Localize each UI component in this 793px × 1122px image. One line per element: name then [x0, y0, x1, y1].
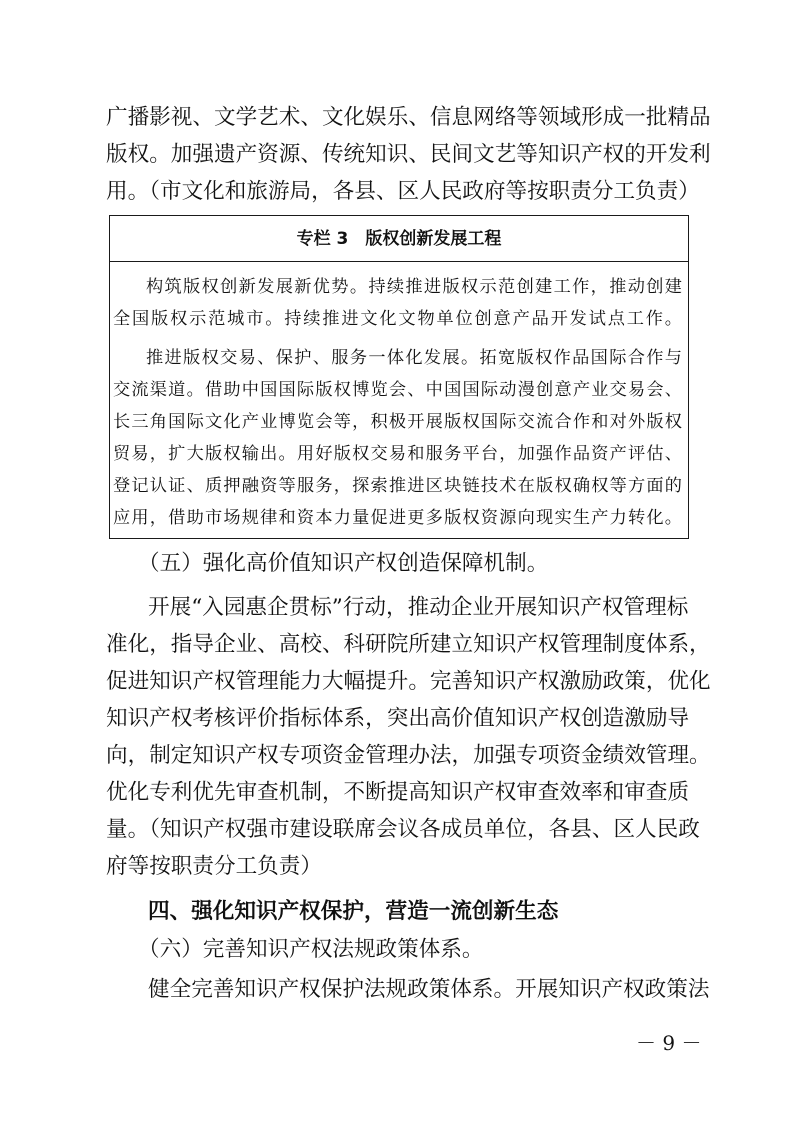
- paragraph-line: 优化专利优先审查机制，不断提高知识产权审查效率和审查质: [106, 780, 690, 805]
- paragraph-line: 向，制定知识产权专项资金管理办法，加强专项资金绩效管理。: [106, 743, 711, 768]
- column-box-line: 推进版权交易、保护、服务一体化发展。拓宽版权作品国际合作与: [146, 348, 682, 368]
- paragraph-line: 府等按职责分工负责）: [106, 854, 322, 879]
- paragraph-line: 版权。加强遗产资源、传统知识、民间文艺等知识产权的开发利: [106, 142, 711, 167]
- page-number: － 9 －: [636, 1031, 702, 1055]
- paragraph-line: 广播影视、文学艺术、文化娱乐、信息网络等领域形成一批精品: [106, 105, 711, 130]
- column-box-line: 应用，借助市场规律和资本力量促进更多版权资源向现实生产力转化。: [113, 508, 682, 528]
- column-box-line: 全国版权示范城市。持续推进文化文物单位创意产品开发试点工作。: [113, 309, 682, 329]
- column-box-divider: [110, 261, 688, 262]
- paragraph-line: 促进知识产权管理能力大幅提升。完善知识产权激励政策，优化: [106, 669, 711, 694]
- paragraph-line: 用。（市文化和旅游局，各县、区人民政府等按职责分工负责）: [106, 179, 700, 204]
- section-heading: （五）强化高价值知识产权创造保障机制。: [138, 551, 549, 576]
- paragraph-line: 健全完善知识产权保护法规政策体系。开展知识产权政策法: [148, 977, 710, 1002]
- chapter-heading: 四、强化知识产权保护，营造一流创新生态: [148, 899, 559, 924]
- section-heading: （六）完善知识产权法规政策体系。: [138, 937, 484, 962]
- column-box-line: 构筑版权创新发展新优势。持续推进版权示范创建工作，推动创建: [146, 277, 682, 297]
- paragraph-line: 知识产权考核评价指标体系，突出高价值知识产权创造激励导: [106, 706, 690, 731]
- paragraph-line: 开展“入园惠企贯标”行动，推动企业开展知识产权管理标: [148, 595, 689, 620]
- column-box-line: 长三角国际文化产业博览会等，积极开展版权国际交流合作和对外版权: [113, 412, 682, 432]
- column-box-line: 交流渠道。借助中国国际版权博览会、中国国际动漫创意产业交易会、: [113, 380, 682, 400]
- column-box-title: 专栏 3 版权创新发展工程: [296, 229, 502, 249]
- column-box-line: 登记认证、质押融资等服务，探索推进区块链技术在版权确权等方面的: [113, 476, 682, 496]
- paragraph-line: 量。（知识产权强市建设联席会议各成员单位，各县、区人民政: [106, 817, 700, 842]
- paragraph-line: 准化，指导企业、高校、科研院所建立知识产权管理制度体系，: [106, 632, 711, 657]
- column-box-line: 贸易，扩大版权输出。用好版权交易和服务平台，加强作品资产评估、: [113, 444, 682, 464]
